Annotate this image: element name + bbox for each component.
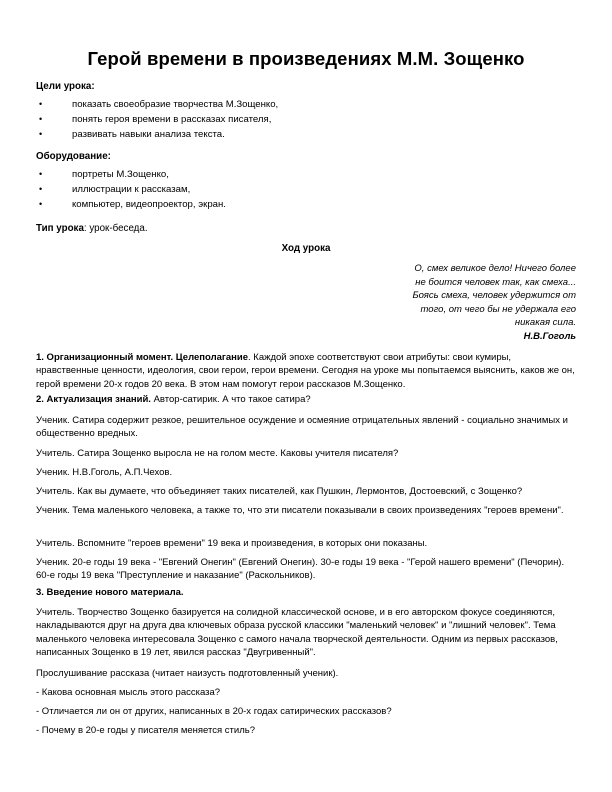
epigraph-line: не боится человек так, как смеха... [415, 276, 576, 288]
goals-section [36, 80, 576, 142]
dialogue-line: Учитель. Вспомните "героев времени" 19 века и произведения, в которых они показаны. [36, 538, 428, 549]
epigraph-author: Н.В.Гоголь [523, 331, 576, 342]
lesson-type-value: : урок-беседа. [83, 223, 148, 234]
section-2-text: Автор-сатирик. А что такое сатира? [150, 394, 311, 405]
dialogue-line: Ученик. 20-е годы 19 века - "Евгений Онегин" (Евгений Онегин). 30-е годы 19 века - "Герой нашего времени" (Печорин). 60-е годы 19 века "Преступление и наказание" (Раскольников). [36, 557, 565, 582]
epigraph-line: Боясь смеха, человек удержится от [412, 290, 576, 301]
section-1 [36, 351, 576, 391]
dialogue-line: Ученик. Н.В.Гоголь, А.П.Чехов. [36, 467, 173, 478]
course-heading: Ход урока [281, 243, 331, 254]
epigraph-line: того, от чего бы не удержала его [420, 303, 576, 315]
list-item: • понять героя времени в рассказах писателя, [36, 112, 576, 127]
epigraph [372, 262, 576, 330]
section-3-question: - Отличается ли он от других, написанных в 20-х годах сатирических рассказов? [36, 706, 392, 717]
list-item: • портреты М.Зощенко, [36, 167, 576, 182]
equipment-heading: Оборудование: [36, 151, 111, 162]
section-2 [36, 393, 576, 406]
section-3-question: - Какова основная мысль этого рассказа? [36, 687, 221, 698]
dialogue-line: Ученик. Сатира содержит резкое, решительное осуждение и осмеяние отрицательных явлений - социально значимых и общественно вредных. [36, 415, 568, 440]
dialogue-line: Ученик. Тема маленького человека, а также то, что эти писатели показывали в своих произведениях "героев времени". [36, 505, 564, 516]
equipment-list [36, 167, 576, 212]
list-item: • показать своеобразие творчества М.Зощенко, [36, 97, 576, 112]
lesson-type [36, 222, 576, 235]
list-item: • компьютер, видеопроектор, экран. [36, 197, 576, 212]
lesson-type-label: Тип урока [36, 223, 84, 234]
section-3-question: - Почему в 20-е годы у писателя меняется стиль? [36, 725, 255, 736]
section-3-heading: 3. Введение нового материала. [36, 587, 184, 598]
list-item: • развивать навыки анализа текста. [36, 127, 576, 142]
epigraph-line: никакая сила. [514, 317, 576, 328]
dialogue-line: Учитель. Сатира Зощенко выросла не на голом месте. Каковы учителя писателя? [36, 448, 399, 459]
goals-heading: Цели урока: [36, 81, 95, 92]
equipment-section [36, 150, 576, 212]
section-1-heading: 1. Организационный момент. Целеполагание [36, 352, 248, 363]
epigraph-line: О, смех великое дело! Ничего более [414, 263, 576, 274]
section-2-heading: 2. Актуализация знаний. [36, 394, 151, 405]
section-1-text: . Каждой эпохе соответствуют свои атрибуты: свои кумиры, нравственные ценности, идеология, свои герои, герои времени. Сегодня на уроке мы попытаемся выяснить, каков же он, герой времени 20-х годов 20 века. В этом нам помогут герои рассказов М.Зощенко. [36, 352, 575, 390]
list-item: • иллюстрации к рассказам, [36, 182, 576, 197]
section-3-paragraph: Учитель. Творчество Зощенко базируется на солидной классической основе, и в его авторском фокусе соединяются, накладываются друг на друга два ключевых образа русской классики "маленький человек" и "лишний человек". Тема маленького человека интересовала Зощенко с самого начала творческой деятельности. Одним из первых рассказов, написанных Зощенко в 19 лет, явился рассказ "Двугривенный". [36, 607, 558, 658]
document-title: Герой времени в произведениях М.М. Зощенко [87, 48, 525, 69]
dialogue-line: Учитель. Как вы думаете, что объединяет таких писателей, как Пушкин, Лермонтов, Достоевский, с Зощенко? [36, 486, 523, 497]
goals-list [36, 97, 576, 142]
section-3-paragraph: Прослушивание рассказа (читает наизусть подготовленный ученик). [36, 668, 339, 679]
